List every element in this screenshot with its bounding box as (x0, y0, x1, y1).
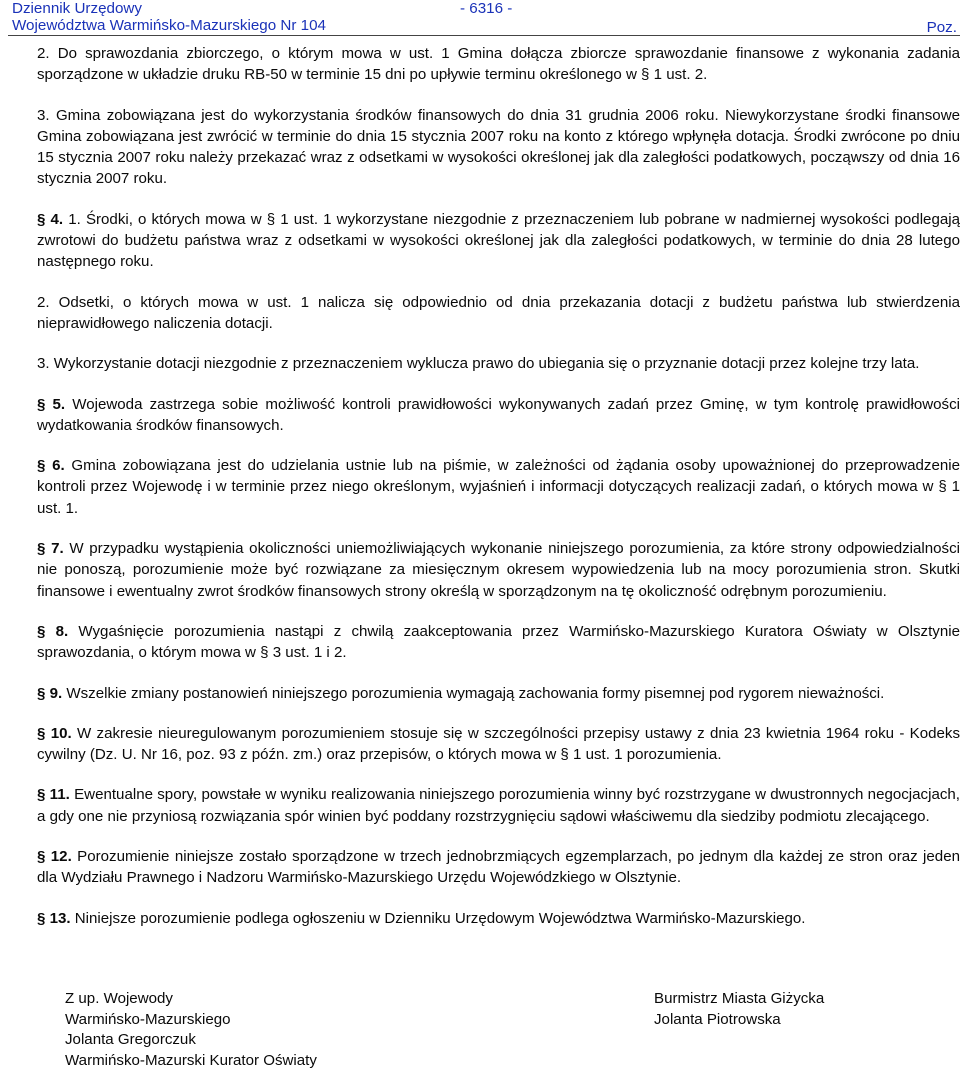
paragraph-text: 1. Środki, o których mowa w § 1 ust. 1 wykorzystane niezgodnie z przeznaczeniem lub pobrane w nadmiernej wysokości podlegają zwrotowi do budżetu państwa wraz z odsetkami w wysokości określonej jak dla zaległości podatkowych, w terminie do dnia 28 lutego następnego roku. (37, 211, 960, 271)
paragraph-text: Niniejsze porozumienie podlega ogłoszeniu w Dzienniku Urzędowym Województwa Warmińsko-Mazurskiego. (75, 910, 806, 927)
signature-block-right (654, 989, 824, 1030)
paragraph-number: § 13. (37, 910, 71, 927)
paragraph-number: § 8. (37, 623, 68, 640)
paragraph-text: W zakresie nieuregulowanym porozumieniem stosuje się w szczególności przepisy ustawy z dnia 23 kwietnia 1964 roku - Kodeks cywilny (Dz. U. Nr 16, poz. 93 z późn. zm.) oraz przepisów, o których mowa w § 1 ust. 1 porozumienia. (37, 725, 960, 763)
document-body (12, 43, 960, 948)
position-label: Poz. (927, 19, 957, 36)
signature-line: Warmińsko-Mazurski Kurator Oświaty (65, 1051, 317, 1071)
header-divider (8, 35, 960, 36)
paragraph (12, 394, 960, 437)
paragraph (12, 846, 960, 889)
paragraph-text: Gmina zobowiązana jest do udzielania ustnie lub na piśmie, w zależności od żądania osoby upoważnionej do przeprowadzenie kontroli przez Wojewodę i w terminie przez niego określonym, wyjaśnień i informacji dotyczących realizacji zadań, o których mowa w § 1 ust. 1. (37, 457, 960, 517)
paragraph-number: § 7. (37, 540, 64, 557)
paragraph (12, 784, 960, 827)
paragraph-text: 2. Odsetki, o których mowa w ust. 1 nalicza się odpowiednio od dnia przekazania dotacji z budżetu państwa lub stwierdzenia nieprawidłowego naliczenia dotacji. (37, 294, 960, 332)
signature-line: Z up. Wojewody (65, 989, 317, 1010)
paragraph (12, 105, 960, 190)
paragraph (12, 455, 960, 519)
paragraph (12, 723, 960, 766)
paragraph-number: § 4. (37, 211, 63, 228)
paragraph-text: W przypadku wystąpienia okoliczności uniemożliwiających wykonanie niniejszego porozumienia, za które strony odpowiedzialności nie ponoszą, porozumienie może być rozwiązane za miesięcznym okresem wypowiedzenia lub na mocy porozumienia stron. Skutki finansowe i ewentualny zwrot środków finansowych strony określą w sporządzonym na tę okoliczność odrębnym porozumieniu. (37, 540, 960, 600)
signature-line: Warmińsko-Mazurskiego (65, 1010, 317, 1031)
page-header (12, 0, 960, 34)
paragraph (12, 292, 960, 335)
paragraph-number: § 12. (37, 848, 72, 865)
paragraph-text: 2. Do sprawozdania zbiorczego, o którym mowa w ust. 1 Gmina dołącza zbiorcze sprawozdanie finansowe z wykonania zadania sporządzone w układzie druku RB-50 w terminie 15 dni po upływie terminu określonego w § 1 ust. 2. (37, 45, 960, 83)
paragraph-number: § 11. (37, 786, 70, 803)
paragraph (12, 538, 960, 602)
journal-title: Dziennik Urzędowy (12, 0, 142, 17)
paragraph-number: § 10. (37, 725, 72, 742)
paragraph-text: 3. Gmina zobowiązana jest do wykorzystania środków finansowych do dnia 31 grudnia 2006 roku. Niewykorzystane środki finansowe Gmina zobowiązana jest zwrócić w terminie do dnia 15 stycznia 2007 roku na konto z którego wpłynęła dotacja. Środki zwrócone po dniu 15 stycznia 2007 roku należy przekazać wraz z odsetkami w wysokości określonej jak dla zaległości podatkowych, począwszy od dnia 16 stycznia 2007 roku. (37, 107, 960, 188)
paragraph-number: § 5. (37, 396, 65, 413)
paragraph (12, 353, 960, 374)
paragraph (12, 621, 960, 664)
page-number: - 6316 - (460, 0, 512, 17)
signature-line: Burmistrz Miasta Giżycka (654, 989, 824, 1010)
paragraph (12, 209, 960, 273)
paragraph-number: § 9. (37, 685, 62, 702)
paragraph (12, 908, 960, 929)
paragraph (12, 683, 960, 704)
paragraph-text: Ewentualne spory, powstałe w wyniku realizowania niniejszego porozumienia winny być rozstrzygane w dwustronnych negocjacjach, a gdy one nie przyniosą rozwiązania spór winien być poddany rozstrzygnięciu sądowi właściwemu dla siedziby podmiotu zlecającego. (37, 786, 960, 824)
paragraph-text: Wszelkie zmiany postanowień niniejszego porozumienia wymagają zachowania formy pisemnej pod rygorem nieważności. (66, 685, 884, 702)
paragraph-text: Porozumienie niniejsze zostało sporządzone w trzech jednobrzmiących egzemplarzach, po jednym dla każdej ze stron oraz jeden dla Wydziału Prawnego i Nadzoru Warmińsko-Mazurskiego Urzędu Wojewódzkiego w Olsztynie. (37, 848, 960, 886)
paragraph-text: Wygaśnięcie porozumienia nastąpi z chwilą zaakceptowania przez Warmińsko-Mazurskiego Kuratora Oświaty w Olsztynie sprawozdania, o którym mowa w § 3 ust. 1 i 2. (37, 623, 960, 661)
paragraph-number: § 6. (37, 457, 65, 474)
signature-block-left (65, 989, 317, 1071)
paragraph-text: 3. Wykorzystanie dotacji niezgodnie z przeznaczeniem wyklucza prawo do ubiegania się o przyznanie dotacji przez kolejne trzy lata. (37, 355, 919, 372)
signature-line: Jolanta Piotrowska (654, 1010, 824, 1031)
signature-line: Jolanta Gregorczuk (65, 1030, 317, 1051)
paragraph-text: Wojewoda zastrzega sobie możliwość kontroli prawidłowości wykonywanych zadań przez Gminę, w tym kontrolę prawidłowości wydatkowania środków finansowych. (37, 396, 960, 434)
paragraph (12, 43, 960, 86)
journal-subtitle: Województwa Warmińsko-Mazurskiego Nr 104 (12, 17, 326, 34)
